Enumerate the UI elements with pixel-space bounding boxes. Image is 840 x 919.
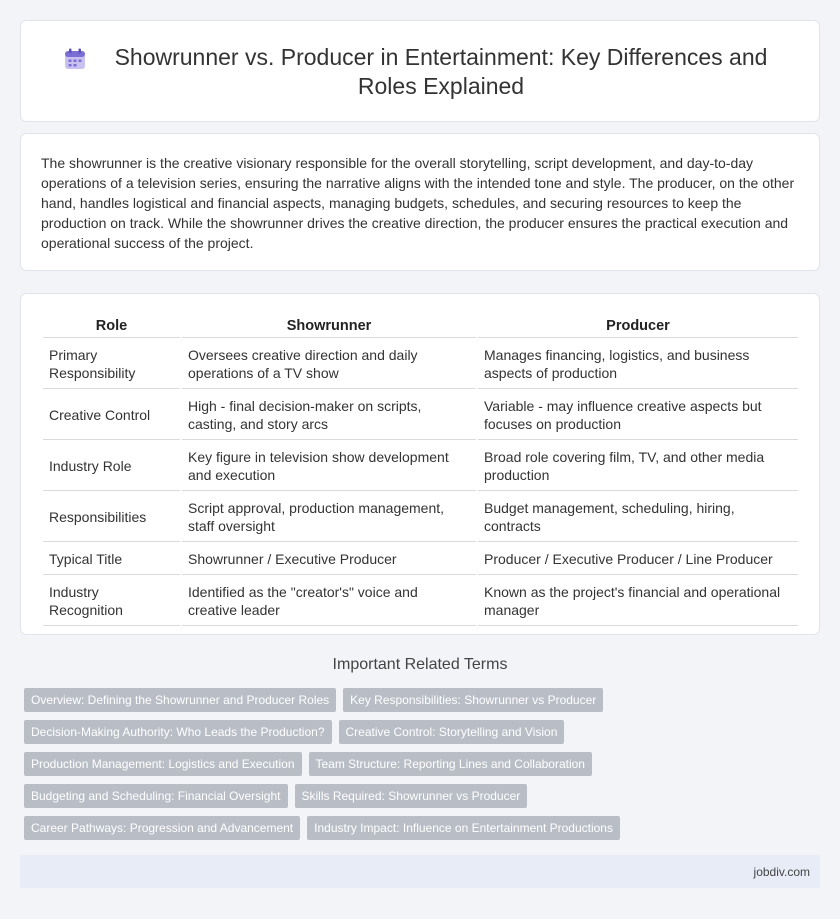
table-cell: Known as the project's financial and operational manager — [478, 575, 798, 626]
column-header-showrunner: Showrunner — [182, 314, 476, 338]
table-cell: Broad role covering film, TV, and other media production — [478, 440, 798, 491]
table-cell: Variable - may influence creative aspects but focuses on production — [478, 389, 798, 440]
related-term-tag[interactable]: Creative Control: Storytelling and Vision — [339, 720, 565, 744]
footer-site-link[interactable]: jobdiv.com — [753, 865, 810, 879]
related-term-tag[interactable]: Production Management: Logistics and Execution — [24, 752, 302, 776]
table-cell: Primary Responsibility — [43, 338, 180, 389]
table-cell: Key figure in television show development and execution — [182, 440, 476, 491]
related-term-tag[interactable]: Industry Impact: Influence on Entertainment Productions — [307, 816, 620, 840]
table-cell: Producer / Executive Producer / Line Producer — [478, 542, 798, 575]
table-row — [43, 542, 798, 575]
table-cell: Oversees creative direction and daily operations of a TV show — [182, 338, 476, 389]
table-cell: High - final decision-maker on scripts, casting, and story arcs — [182, 389, 476, 440]
page-title: Showrunner vs. Producer in Entertainment: Key Differences and Roles Explained — [114, 44, 768, 99]
related-terms-title: Important Related Terms — [332, 656, 508, 673]
comparison-table — [41, 314, 800, 626]
related-term-tag[interactable]: Decision-Making Authority: Who Leads the Production? — [24, 720, 332, 744]
table-cell: Showrunner / Executive Producer — [182, 542, 476, 575]
table-cell: Identified as the "creator's" voice and creative leader — [182, 575, 476, 626]
comparison-table-card — [20, 293, 820, 635]
column-header-role: Role — [43, 314, 180, 338]
related-term-tag[interactable]: Skills Required: Showrunner vs Producer — [295, 784, 528, 808]
table-cell: Industry Role — [43, 440, 180, 491]
intro-card — [20, 133, 820, 271]
column-header-producer: Producer — [478, 314, 798, 338]
table-row — [43, 389, 798, 440]
table-row — [43, 440, 798, 491]
table-row — [43, 491, 798, 542]
related-term-tag[interactable]: Career Pathways: Progression and Advancement — [24, 816, 300, 840]
table-cell: Typical Title — [43, 542, 180, 575]
table-cell: Budget management, scheduling, hiring, contracts — [478, 491, 798, 542]
footer — [20, 855, 820, 888]
table-cell: Script approval, production management, staff oversight — [182, 491, 476, 542]
header-card — [20, 20, 820, 122]
table-header-row — [43, 314, 798, 338]
intro-paragraph: The showrunner is the creative visionary responsible for the overall storytelling, script development, and day-to-day operations of a television series, ensuring the narrative aligns with the intended tone and style. The producer, on the other hand, handles logistical and financial aspects, managing budgets, schedules, and securing resources to keep the production on track. While the showrunner drives the creative direction, the producer ensures the practical execution and operational success of the project. — [41, 155, 795, 251]
related-term-tag[interactable]: Budgeting and Scheduling: Financial Oversight — [24, 784, 288, 808]
related-term-tag[interactable]: Key Responsibilities: Showrunner vs Producer — [343, 688, 603, 712]
related-term-tag[interactable]: Team Structure: Reporting Lines and Collaboration — [309, 752, 592, 776]
table-cell: Creative Control — [43, 389, 180, 440]
table-cell: Industry Recognition — [43, 575, 180, 626]
table-cell: Manages financing, logistics, and business aspects of production — [478, 338, 798, 389]
related-term-tag[interactable]: Overview: Defining the Showrunner and Producer Roles — [24, 688, 336, 712]
table-row — [43, 575, 798, 626]
table-row — [43, 338, 798, 389]
table-cell: Responsibilities — [43, 491, 180, 542]
related-terms-list — [24, 688, 816, 848]
